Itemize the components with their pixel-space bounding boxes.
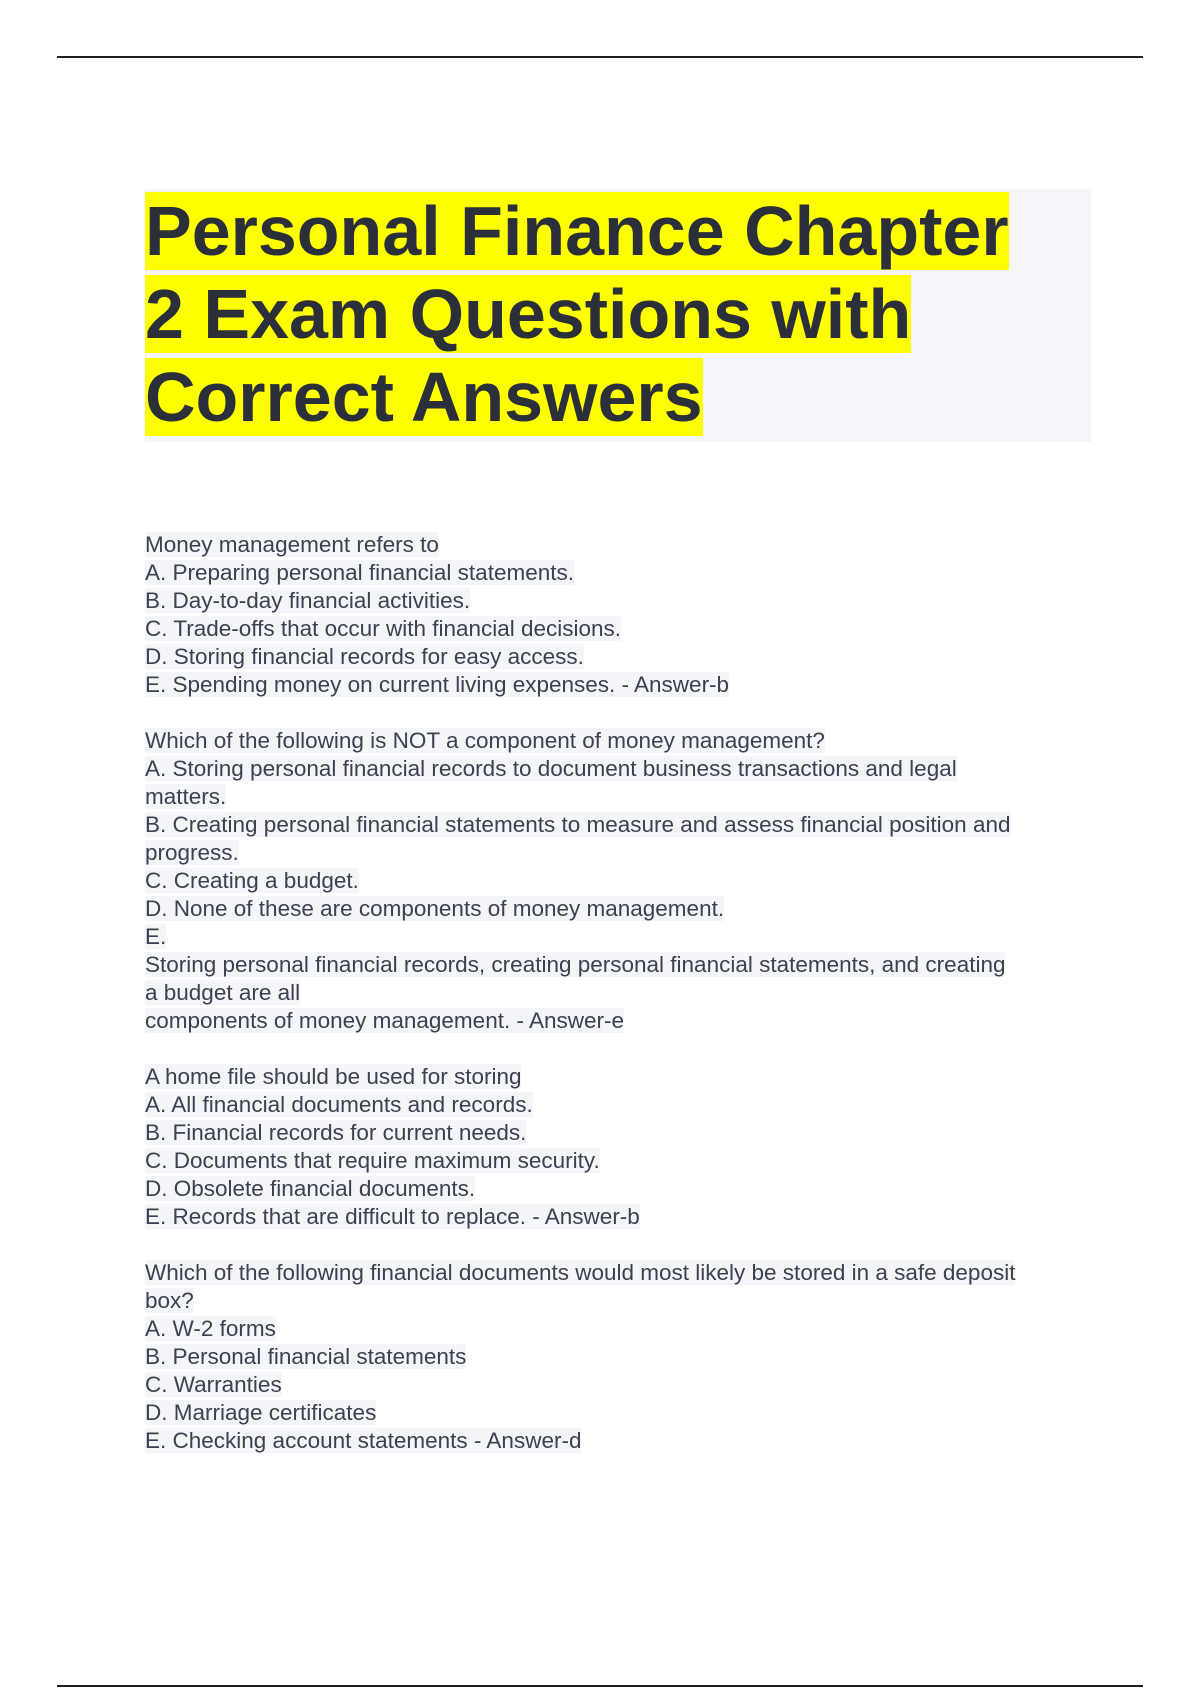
answer-option: D. Obsolete financial documents. bbox=[145, 1176, 476, 1201]
question-text: Which of the following financial documents would most likely be stored in a safe deposit bbox=[145, 1260, 1016, 1285]
answer-option: B. Day-to-day financial activities. bbox=[145, 588, 471, 613]
answer-option: E. Spending money on current living expenses. - Answer-b bbox=[145, 672, 730, 697]
answer-option: matters. bbox=[145, 784, 227, 809]
questions-list bbox=[145, 531, 1091, 1483]
document-title bbox=[145, 189, 1091, 439]
question-item bbox=[145, 1063, 1091, 1231]
answer-option: B. Creating personal financial statements to measure and assess financial position and bbox=[145, 812, 1011, 837]
question-text: A home file should be used for storing bbox=[145, 1064, 522, 1089]
answer-option: A. All financial documents and records. bbox=[145, 1092, 533, 1117]
answer-option: a budget are all bbox=[145, 980, 301, 1005]
answer-option: progress. bbox=[145, 840, 239, 865]
answer-option: components of money management. - Answer-e bbox=[145, 1008, 624, 1033]
answer-option: D. None of these are components of money management. bbox=[145, 896, 725, 921]
title-line: 2 Exam Questions with bbox=[145, 275, 912, 353]
answer-option: C. Creating a budget. bbox=[145, 868, 359, 893]
answer-option: A. W-2 forms bbox=[145, 1316, 276, 1341]
answer-option: C. Documents that require maximum security. bbox=[145, 1148, 600, 1173]
answer-option: B. Personal financial statements bbox=[145, 1344, 467, 1369]
answer-option: A. Preparing personal financial statements. bbox=[145, 560, 574, 585]
answer-option: D. Marriage certificates bbox=[145, 1400, 377, 1425]
answer-option: E. Checking account statements - Answer-d bbox=[145, 1428, 582, 1453]
answer-option: B. Financial records for current needs. bbox=[145, 1120, 527, 1145]
title-line: Personal Finance Chapter bbox=[145, 192, 1009, 270]
title-line: Correct Answers bbox=[145, 358, 703, 436]
answer-option: C. Warranties bbox=[145, 1372, 282, 1397]
question-text: Which of the following is NOT a component of money management? bbox=[145, 728, 825, 753]
answer-option: E. bbox=[145, 924, 167, 949]
question-item bbox=[145, 531, 1091, 699]
answer-option: C. Trade-offs that occur with financial decisions. bbox=[145, 616, 622, 641]
title-block bbox=[145, 189, 1091, 442]
answer-option: Storing personal financial records, creating personal financial statements, and creating bbox=[145, 952, 1006, 977]
answer-option: D. Storing financial records for easy access. bbox=[145, 644, 584, 669]
top-divider bbox=[57, 56, 1143, 58]
question-item bbox=[145, 1259, 1091, 1455]
question-item bbox=[145, 727, 1091, 1035]
question-text: box? bbox=[145, 1288, 194, 1313]
answer-option: E. Records that are difficult to replace. - Answer-b bbox=[145, 1204, 640, 1229]
bottom-divider bbox=[57, 1685, 1143, 1687]
question-text: Money management refers to bbox=[145, 532, 439, 557]
answer-option: A. Storing personal financial records to document business transactions and legal bbox=[145, 756, 957, 781]
